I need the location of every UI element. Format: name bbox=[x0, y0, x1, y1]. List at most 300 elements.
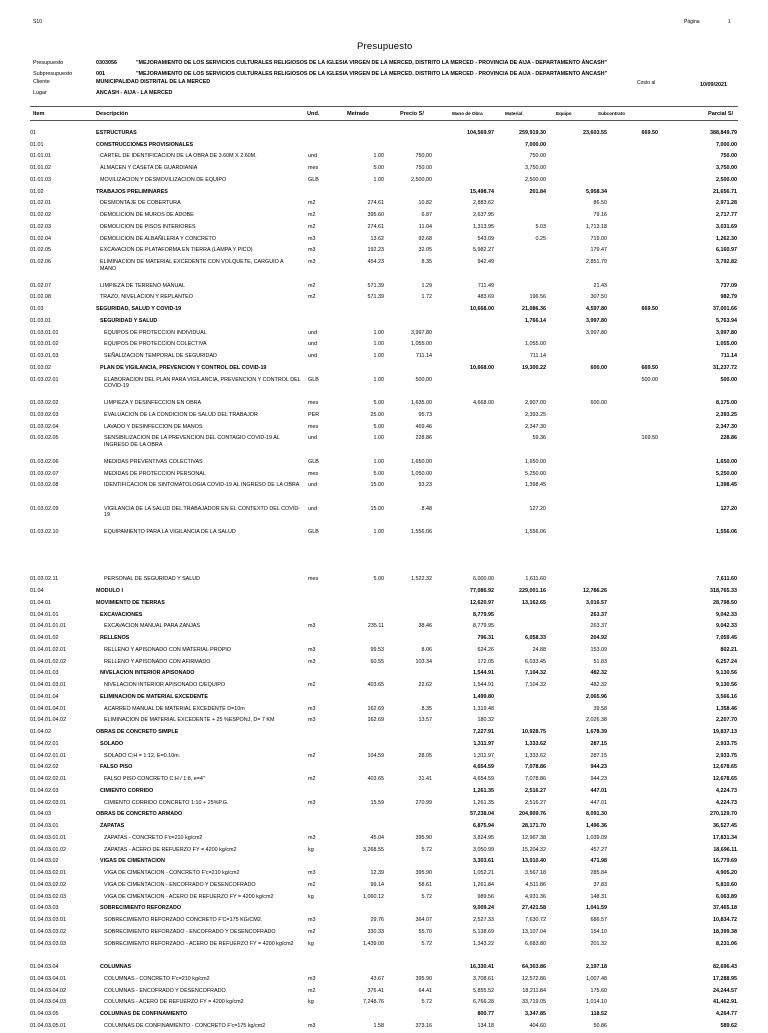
row-partial: 16,779.69 bbox=[713, 858, 737, 865]
row-partial: 2,393.25 bbox=[716, 411, 737, 418]
row-equipment: 2,026.38 bbox=[586, 717, 607, 724]
row-price: 22.62 bbox=[418, 682, 432, 688]
row-item: 01.01.01 bbox=[30, 153, 51, 160]
row-labor: 1,261.84 bbox=[473, 881, 494, 888]
row-material: 229,001.16 bbox=[519, 588, 546, 594]
row-description: SEGURIDAD Y SALUD bbox=[100, 317, 158, 324]
table-row bbox=[0, 788, 768, 798]
row-description: ZAPATAS bbox=[100, 823, 125, 829]
row-price: 1,522.32 bbox=[411, 576, 432, 583]
table-row bbox=[0, 459, 768, 469]
row-labor: 180.32 bbox=[477, 717, 494, 724]
row-partial: 18,399.38 bbox=[713, 928, 737, 935]
table-row bbox=[0, 988, 768, 998]
row-description: NIVELACION INTERIOR APISONADO bbox=[100, 670, 195, 677]
row-description: RELLENOS bbox=[100, 635, 130, 641]
row-partial: 2,933.75 bbox=[716, 740, 737, 747]
row-partial: 6,257.24 bbox=[716, 658, 737, 665]
row-partial: 17,288.95 bbox=[713, 975, 737, 982]
row-partial: 2,933.75 bbox=[716, 752, 737, 759]
row-equipment: 12,786.26 bbox=[583, 588, 607, 594]
row-material: 7,104.32 bbox=[525, 670, 546, 677]
row-price: 2,500.00 bbox=[411, 176, 432, 183]
row-metrado: 29.76 bbox=[370, 917, 384, 923]
row-item: 01.02.01 bbox=[30, 200, 51, 207]
table-row bbox=[0, 635, 768, 645]
row-item: 01.04.02 bbox=[30, 729, 51, 735]
col-item: Item bbox=[33, 111, 45, 117]
row-partial: 6,063.89 bbox=[716, 893, 737, 900]
presupuesto-code: 0303056 bbox=[96, 60, 117, 66]
row-item: 01.01 bbox=[30, 141, 44, 148]
subpresupuesto-label: Subpresupuesto bbox=[33, 71, 73, 77]
row-material: 2,516.27 bbox=[525, 799, 546, 806]
col-metrado: Metrado bbox=[347, 111, 369, 117]
row-unit: m3 bbox=[308, 870, 316, 876]
row-partial: 2,500.00 bbox=[716, 176, 737, 183]
row-metrado: 274.61 bbox=[367, 200, 384, 207]
row-labor: 711.49 bbox=[477, 282, 494, 289]
row-description: ELIMINACION DE MATERIAL EXCEDENTE + 25 %ESPONJ, D= 7 KM bbox=[104, 717, 275, 724]
row-material: 711.14 bbox=[529, 353, 546, 359]
row-equipment: 1,041.59 bbox=[586, 905, 607, 912]
row-equipment: 3,997.80 bbox=[586, 317, 607, 324]
row-description: DESMONTAJE DE COBERTURA bbox=[100, 200, 181, 207]
row-description: SENSIBILIZACION DE LA PREVENCION DEL CONTAGIO COVID-19 AL INGRESO DE LA OBRA bbox=[104, 435, 280, 448]
table-row bbox=[0, 400, 768, 410]
row-metrado: 235.11 bbox=[367, 623, 384, 630]
row-material: 2,347.30 bbox=[525, 423, 546, 430]
row-partial: 5,763.94 bbox=[716, 317, 737, 324]
row-description: OBRAS DE CONCRETO SIMPLE bbox=[96, 729, 179, 735]
row-price: 13.57 bbox=[418, 717, 432, 724]
row-material: 6,033.45 bbox=[525, 658, 546, 665]
row-description: COLUMNAS - ACERO DE REFUERZO FY = 4200 kg/cm2 bbox=[104, 999, 244, 1006]
row-labor: 15,498.74 bbox=[470, 188, 494, 195]
table-row bbox=[0, 576, 768, 586]
row-partial: 17,831.34 bbox=[713, 834, 737, 841]
row-labor: 942.49 bbox=[477, 259, 494, 265]
row-metrado: 99.53 bbox=[370, 646, 384, 653]
row-labor: 3,708.61 bbox=[473, 975, 494, 982]
costo-value: 10/09/2021 bbox=[700, 82, 727, 88]
table-row bbox=[0, 365, 768, 375]
row-partial: 21,656.71 bbox=[713, 188, 737, 195]
col-material: Material bbox=[505, 111, 523, 116]
row-equipment: 79.16 bbox=[593, 212, 607, 218]
row-material: 3,750.00 bbox=[525, 165, 546, 171]
table-row bbox=[0, 753, 768, 763]
row-description: SOBRECIMIENTO REFORZADO - ACERO DE REFUERZO FY = 4200 kg/cm2 bbox=[104, 940, 294, 947]
row-metrado: 1.00 bbox=[373, 341, 384, 348]
row-unit: GLB bbox=[308, 376, 319, 383]
row-price: 1.29 bbox=[421, 282, 432, 289]
row-unit: kg bbox=[308, 893, 314, 900]
table-row bbox=[0, 823, 768, 833]
table-row bbox=[0, 247, 768, 257]
table-row bbox=[0, 142, 768, 152]
row-material: 13,107.04 bbox=[522, 928, 546, 935]
row-item: 01.04.01.02 bbox=[30, 635, 59, 641]
row-labor: 2,883.62 bbox=[473, 200, 494, 207]
row-equipment: 482.32 bbox=[590, 682, 607, 688]
row-equipment: 447.01 bbox=[590, 799, 607, 806]
row-equipment: 3,016.57 bbox=[586, 599, 607, 606]
row-equipment: 153.09 bbox=[590, 646, 607, 653]
row-material: 21,086.36 bbox=[522, 306, 546, 312]
row-item: 01.03.01 bbox=[30, 317, 51, 324]
row-labor: 796.31 bbox=[477, 635, 494, 641]
row-description: COLUMNAS DE CONFINAMIENTO - CONCRETO F'c=175 kg/cm2 bbox=[104, 1022, 266, 1029]
row-material: 64,303.86 bbox=[522, 964, 546, 970]
row-item: 01.03.02.05 bbox=[30, 435, 59, 442]
row-labor: 543.09 bbox=[477, 235, 494, 242]
row-unit: m3 bbox=[308, 717, 316, 724]
row-material: 13,010.40 bbox=[522, 858, 546, 865]
row-metrado: 1.00 bbox=[373, 435, 384, 442]
row-equipment: 201.32 bbox=[590, 940, 607, 947]
row-material: 201.84 bbox=[529, 188, 546, 195]
row-description: LIMPIEZA Y DESINFECCION EN OBRA bbox=[104, 400, 202, 406]
row-labor: 1,311.97 bbox=[473, 740, 494, 747]
row-equipment: 719.00 bbox=[590, 235, 607, 242]
row-description: EQUIPOS DE PROTECCION COLECTIVA bbox=[104, 341, 207, 348]
row-labor: 10,668.00 bbox=[470, 306, 494, 312]
row-unit: PER bbox=[308, 411, 320, 418]
row-description: COLUMNAS DE CONFINAMIENTO bbox=[100, 1011, 188, 1017]
row-price: 28.05 bbox=[418, 752, 432, 759]
row-description: ESTRUCTURAS bbox=[96, 129, 137, 136]
table-row bbox=[0, 482, 768, 492]
row-metrado: 1.00 bbox=[373, 353, 384, 359]
row-price: 93.23 bbox=[418, 482, 432, 489]
row-price: 5.72 bbox=[421, 846, 432, 853]
row-price: 270.99 bbox=[415, 799, 432, 806]
table-row bbox=[0, 153, 768, 163]
row-description: VIGA DE CIMENTACION - CONCRETO F'c=210 kg/cm2 bbox=[104, 870, 240, 876]
row-equipment: 21.43 bbox=[593, 282, 607, 289]
row-material: 7,630.72 bbox=[525, 917, 546, 923]
row-partial: 37,001.66 bbox=[713, 306, 737, 312]
row-unit: m2 bbox=[308, 881, 316, 888]
row-price: 1,650.00 bbox=[411, 458, 432, 465]
table-row bbox=[0, 894, 768, 904]
row-unit: GLB bbox=[308, 529, 319, 536]
row-description: SEÑALIZACION TEMPORAL DE SEGURIDAD bbox=[104, 353, 217, 359]
row-material: 3,347.85 bbox=[525, 1011, 546, 1017]
row-equipment: 285.84 bbox=[590, 870, 607, 876]
row-partial: 4,905.20 bbox=[716, 870, 737, 876]
row-equipment: 287.15 bbox=[590, 740, 607, 747]
row-unit: m3 bbox=[308, 247, 316, 254]
table-row bbox=[0, 847, 768, 857]
row-partial: 3,566.16 bbox=[716, 693, 737, 700]
table-row bbox=[0, 330, 768, 340]
row-metrado: 376.41 bbox=[367, 987, 384, 994]
table-row bbox=[0, 623, 768, 633]
row-labor: 1,311.97 bbox=[473, 752, 494, 759]
row-partial: 7,059.45 bbox=[716, 635, 737, 641]
table-row bbox=[0, 1023, 768, 1033]
table-row bbox=[0, 729, 768, 739]
row-metrado: 13.62 bbox=[370, 235, 384, 242]
row-partial: 4,224.73 bbox=[716, 787, 737, 794]
row-description: ACARREO MANUAL DE MATERIAL EXCEDENTE D=10m bbox=[104, 705, 245, 712]
row-description: ELIMINACION DE MATERIAL EXCEDENTE bbox=[100, 693, 208, 700]
table-row bbox=[0, 505, 768, 519]
row-equipment: 1,014.10 bbox=[586, 999, 607, 1006]
row-description: PERSONAL DE SEGURIDAD Y SALUD bbox=[104, 576, 201, 583]
row-equipment: 1,678.39 bbox=[586, 729, 607, 735]
row-metrado: 5.00 bbox=[373, 400, 384, 406]
row-labor: 1,261.35 bbox=[473, 787, 494, 794]
table-row bbox=[0, 318, 768, 328]
costo-label: Costo al bbox=[637, 80, 656, 86]
row-price: 58.61 bbox=[418, 881, 432, 888]
row-material: 5,250.00 bbox=[525, 470, 546, 477]
row-material: 4,931.36 bbox=[525, 893, 546, 900]
table-row bbox=[0, 670, 768, 680]
table-row bbox=[0, 130, 768, 140]
row-unit: m3 bbox=[308, 799, 316, 806]
row-description: SOBRECIMIENTO REFORZADO CONCRETO F'C=175 KG/CM2. bbox=[104, 917, 263, 923]
table-row bbox=[0, 412, 768, 422]
table-row bbox=[0, 588, 768, 598]
row-unit: GLB bbox=[308, 458, 319, 465]
row-description: FALSO PISO bbox=[100, 764, 133, 771]
table-row bbox=[0, 1011, 768, 1021]
row-metrado: 104.59 bbox=[367, 752, 384, 759]
row-material: 19,300.22 bbox=[522, 364, 546, 371]
row-item: 01 bbox=[30, 129, 36, 136]
row-partial: 12,678.65 bbox=[713, 764, 737, 771]
row-item: 01.04.01.01.01 bbox=[30, 623, 66, 630]
row-metrado: 274.61 bbox=[367, 223, 384, 230]
row-metrado: 3,268.55 bbox=[363, 846, 384, 853]
row-metrado: 25.00 bbox=[370, 411, 384, 418]
row-labor: 4,654.59 bbox=[473, 764, 494, 771]
row-item: 01.03.02.04 bbox=[30, 423, 59, 430]
row-labor: 10,668.00 bbox=[470, 364, 494, 371]
row-equipment: 287.15 bbox=[590, 752, 607, 759]
row-material: 59.36 bbox=[532, 435, 546, 442]
row-item: 01.04.03 bbox=[30, 811, 51, 818]
row-item: 01.04.02.03 bbox=[30, 787, 59, 794]
row-partial: 2,717.77 bbox=[716, 212, 737, 218]
row-unit: m2 bbox=[308, 682, 316, 688]
row-unit: m2 bbox=[308, 200, 316, 207]
row-price: 11.04 bbox=[418, 223, 432, 230]
row-equipment: 148.31 bbox=[590, 893, 607, 900]
row-unit: m2 bbox=[308, 223, 316, 230]
row-description: COLUMNAS bbox=[100, 964, 132, 970]
row-partial: 3,997.80 bbox=[716, 329, 737, 336]
table-row bbox=[0, 471, 768, 481]
row-description: COLUMNAS - ENCOFRADO Y DESENCOFRADO bbox=[104, 987, 226, 994]
row-metrado: 1,439.00 bbox=[363, 940, 384, 947]
row-item: 01.04.02.01.01 bbox=[30, 752, 66, 759]
row-material: 259,919.30 bbox=[519, 129, 546, 136]
table-row bbox=[0, 917, 768, 927]
row-description: SOLADO C:H = 1:12, E=0.10m. bbox=[104, 752, 181, 759]
row-unit: kg bbox=[308, 846, 314, 853]
row-labor: 6,766.28 bbox=[473, 999, 494, 1006]
row-description: SEGURIDAD, SALUD Y COVID-19 bbox=[96, 306, 182, 312]
row-partial: 500.00 bbox=[720, 376, 737, 383]
row-equipment: 307.50 bbox=[590, 294, 607, 301]
row-labor: 3,303.61 bbox=[473, 858, 494, 865]
lugar-value: ANCASH - AIJA - LA MERCED bbox=[96, 90, 173, 96]
row-partial: 270,129.70 bbox=[710, 811, 737, 818]
row-price: 8.06 bbox=[421, 646, 432, 653]
row-labor: 104,569.97 bbox=[467, 129, 494, 136]
row-price: 395.90 bbox=[415, 834, 432, 841]
row-description: TRABAJOS PRELIMINARES bbox=[96, 188, 168, 195]
row-description: MOVIMIENTO DE TIERRAS bbox=[96, 599, 165, 606]
row-labor: 134.18 bbox=[477, 1022, 494, 1029]
row-item: 01.04.01.04.02 bbox=[30, 717, 66, 724]
row-labor: 989.56 bbox=[477, 893, 494, 900]
table-row bbox=[0, 682, 768, 692]
row-equipment: 1,496.36 bbox=[586, 823, 607, 829]
row-item: 01.04.01.03.01 bbox=[30, 682, 66, 688]
row-price: 6.87 bbox=[421, 212, 432, 218]
row-item: 01.04.01.02.01 bbox=[30, 646, 66, 653]
row-unit: m3 bbox=[308, 646, 316, 653]
table-row bbox=[0, 200, 768, 210]
table-row bbox=[0, 435, 768, 448]
table-row bbox=[0, 764, 768, 774]
row-subcontract: 669.50 bbox=[641, 364, 658, 371]
row-partial: 8,175.00 bbox=[716, 400, 737, 406]
row-item: 01.02.02 bbox=[30, 212, 51, 218]
row-partial: 2,347.30 bbox=[716, 423, 737, 430]
table-row bbox=[0, 905, 768, 915]
row-partial: 5,810.60 bbox=[716, 881, 737, 888]
cliente-label: Cliente bbox=[33, 79, 50, 85]
subpresupuesto-desc: "MEJORAMIENTO DE LOS SERVICIOS CULTURALES RELIGIOSOS DE LA IGLESIA VIRGEN DE LA MERCED, DISTRITO LA MERCED - PROVINCIA DE AIJA - DEPARTAMENTO ÁNCASH" bbox=[136, 71, 608, 77]
row-equipment: 86.50 bbox=[593, 200, 607, 207]
row-unit: mes bbox=[308, 400, 319, 406]
row-item: 01.04.03.04 bbox=[30, 964, 59, 970]
row-labor: 8,779.95 bbox=[473, 623, 494, 630]
row-description: MOVILIZACION Y DESMOVILIZACION DE EQUIPO bbox=[100, 176, 227, 183]
row-partial: 9,130.56 bbox=[716, 682, 737, 688]
row-unit: und bbox=[308, 153, 317, 160]
row-item: 01.03.02.08 bbox=[30, 482, 59, 489]
row-labor: 4,668.00 bbox=[473, 400, 494, 406]
row-partial: 4,224.73 bbox=[716, 799, 737, 806]
row-material: 27,421.58 bbox=[522, 905, 546, 912]
row-metrado: 1.00 bbox=[373, 376, 384, 383]
row-material: 13,162.65 bbox=[522, 599, 546, 606]
row-item: 01.02.03 bbox=[30, 223, 51, 230]
row-partial: 589.62 bbox=[720, 1022, 737, 1029]
table-row bbox=[0, 694, 768, 704]
row-description: SOBRECIMIENTO REFORZADO bbox=[100, 905, 182, 912]
table-row bbox=[0, 529, 768, 539]
row-unit: m2 bbox=[308, 987, 316, 994]
table-row bbox=[0, 882, 768, 892]
row-description: MODULO I bbox=[96, 588, 123, 594]
row-unit: m2 bbox=[308, 752, 316, 759]
row-description: VIGA DE CIMENTACION - ACERO DE REFUERZO FY = 4200 kg/cm2 bbox=[104, 893, 274, 900]
row-price: 8.48 bbox=[421, 505, 432, 512]
row-item: 01.01.02 bbox=[30, 165, 51, 171]
row-labor: 57,238.04 bbox=[470, 811, 494, 818]
row-labor: 16,330.41 bbox=[470, 964, 494, 970]
row-unit: m3 bbox=[308, 259, 316, 265]
row-equipment: 8,091.30 bbox=[586, 811, 607, 818]
row-material: 1,766.14 bbox=[525, 317, 546, 324]
row-material: 3,567.18 bbox=[525, 870, 546, 876]
row-description: RELLENO Y APISONADO CON MATERIAL PROPIO bbox=[104, 646, 232, 653]
col-precio: Precio S/ bbox=[400, 111, 424, 117]
table-row bbox=[0, 741, 768, 751]
row-description: VIGA DE CIMENTACION - ENCOFRADO Y DESENCOFRADO bbox=[104, 881, 256, 888]
row-partial: 19,837.13 bbox=[713, 729, 737, 735]
row-item: 01.03.02.10 bbox=[30, 529, 59, 536]
row-price: 8.35 bbox=[421, 259, 432, 265]
row-price: 750.00 bbox=[415, 165, 432, 171]
row-unit: kg bbox=[308, 999, 314, 1006]
row-item: 01.03.01.02 bbox=[30, 341, 59, 348]
row-metrado: 5.00 bbox=[373, 423, 384, 430]
row-partial: 3,031.69 bbox=[716, 223, 737, 230]
table-row bbox=[0, 189, 768, 199]
report-code: S10 bbox=[33, 19, 42, 25]
row-price: 228.86 bbox=[415, 435, 432, 442]
row-material: 7,078.86 bbox=[525, 764, 546, 771]
row-price: 1,635.00 bbox=[411, 400, 432, 406]
row-description: VIGILANCIA DE LA SALUD DEL TRABAJADOR EN EL CONTEXTO DEL COVID-19 bbox=[104, 505, 301, 519]
row-equipment: 263.37 bbox=[590, 623, 607, 630]
row-item: 01.04.03.02.03 bbox=[30, 893, 66, 900]
row-price: 38.46 bbox=[418, 623, 432, 630]
row-item: 01.01.03 bbox=[30, 176, 51, 183]
row-price: 1,050.00 bbox=[411, 470, 432, 477]
row-labor: 77,086.92 bbox=[470, 588, 494, 594]
row-partial: 127.20 bbox=[720, 505, 737, 512]
row-description: DEMOLICION DE PISOS INTERIORES bbox=[100, 223, 196, 230]
row-material: 1,055.00 bbox=[525, 341, 546, 348]
row-item: 01.02.08 bbox=[30, 294, 51, 301]
row-partial: 4,264.77 bbox=[716, 1011, 737, 1017]
row-price: 500.00 bbox=[415, 376, 432, 383]
table-row bbox=[0, 424, 768, 434]
row-item: 01.04.03.02.01 bbox=[30, 870, 66, 876]
table-row bbox=[0, 177, 768, 187]
row-equipment: 2,065.96 bbox=[586, 693, 607, 700]
row-description: CIMIENTO CORRIDO CONCRETO 1:10 + 25%P.G. bbox=[104, 799, 229, 806]
row-metrado: 15.00 bbox=[370, 505, 384, 512]
row-item: 01.02.04 bbox=[30, 235, 51, 242]
table-row bbox=[0, 659, 768, 669]
row-price: 1,055.00 bbox=[411, 341, 432, 348]
row-labor: 800.77 bbox=[477, 1011, 494, 1017]
table-row bbox=[0, 353, 768, 363]
row-price: 3,997.80 bbox=[411, 329, 432, 336]
row-labor: 1,052.21 bbox=[473, 870, 494, 876]
row-description: EQUIPOS DE PROTECCION INDIVIDUAL bbox=[104, 329, 207, 336]
row-item: 01.02.07 bbox=[30, 282, 51, 289]
col-equipo: Equipo bbox=[556, 111, 572, 116]
row-metrado: 15.00 bbox=[370, 482, 384, 489]
row-price: 92.68 bbox=[418, 235, 432, 242]
row-equipment: 51.83 bbox=[593, 658, 607, 665]
row-unit: m2 bbox=[308, 282, 316, 289]
row-item: 01.04.03.05 bbox=[30, 1011, 59, 1017]
